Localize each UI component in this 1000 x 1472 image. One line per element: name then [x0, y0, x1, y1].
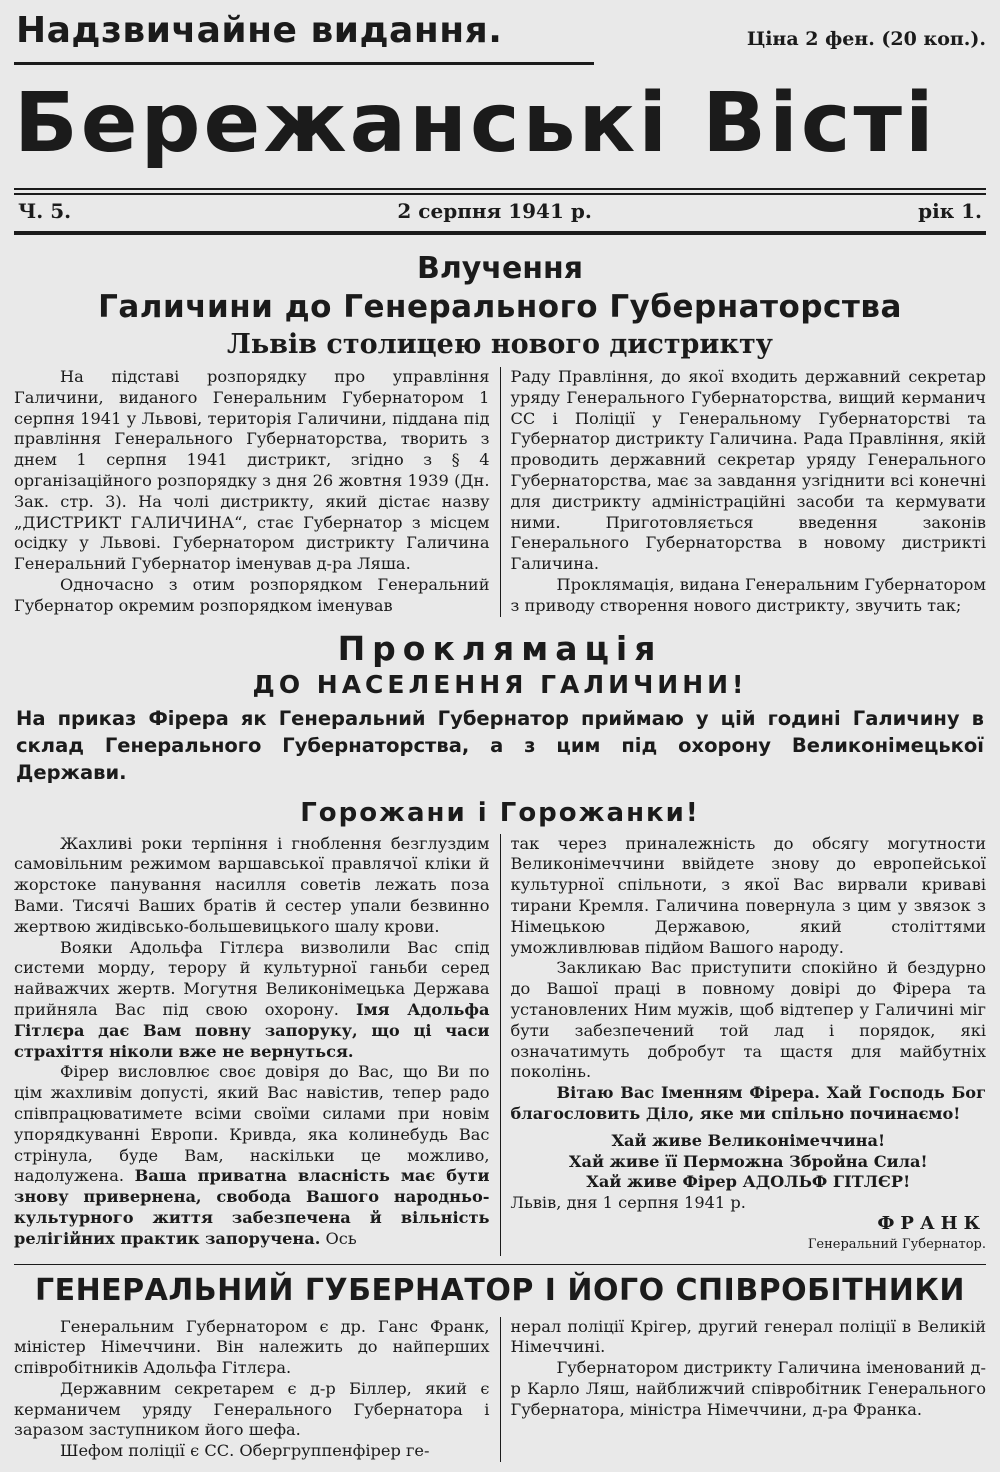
- proclamation-paragraph: [14, 1062, 490, 1249]
- issue-date: 2 серпня 1941 р.: [397, 199, 592, 223]
- article3-heading: ГЕНЕРАЛЬНИЙ ГУБЕРНАТОР І ЙОГО СПІВРОБІТНИКИ: [34, 1272, 966, 1308]
- proclamation-heading: Проклямація: [337, 628, 663, 668]
- closing-line: Хай живе її Перможна Збройна Сила!: [568, 1151, 928, 1171]
- article1-subheading: Галичини до Генерального Губернаторства: [98, 289, 902, 325]
- article3-paragraph: Губернатором дистрикту Галичина іменований д-р Карло Ляш, найближчий співробітник Генерального Губернатора, міністра Німеччини, д-ра Франка.: [510, 1358, 986, 1419]
- article1-left-paragraph: На підставі розпорядку про управління Галичини, виданого Генеральним Губернатором 1 серпня 1941 у Львові, територія Галичини, піддана під правління Генерального Губернаторства, творить з днем 1 серпня 1941 дистрикт, згідно з § 4 організаційного розпорядку з дня 26 жовтня 1939 (Дн. Зак. стр. 3). На чолі дистрикту, який дістає назву „ДИСТРИКТ ГАЛИЧИНА“, стає Губернатор з місцем осідку у Львові. Губернатором дистрикту Галичина Генеральний Губернатор іменував д-ра Ляша.: [14, 367, 490, 574]
- proclamation-right-column: [500, 834, 987, 1256]
- proclamation-bold-text: Ваша приватна власність має бути знову привернена, свобода Вашого народньо-культурного життя забезпечена й вільність релігійних практик запоручена.: [14, 1166, 490, 1248]
- article3-columns: [14, 1317, 986, 1463]
- masthead-bottom-rule: [14, 231, 986, 235]
- proclamation-paragraph: Закликаю Вас приступити спокійно й бездурно до Вашої праці в повному довірі до Фірера та установлених Ним мужів, щоб відтепер у Галичині міг бути забезпечений той лад і порядок, які означатимуть добробут та щастя для майбутніх поколінь.: [510, 958, 986, 1082]
- proclamation-text: Ось: [320, 1228, 357, 1248]
- section-divider: [14, 1264, 986, 1265]
- edition-label: Надзвичайне видання.: [16, 10, 503, 51]
- article3-paragraph: нерал поліції Крігер, другий генерал поліції в Великій Німеччині.: [510, 1316, 986, 1357]
- issue-info-row: [14, 195, 986, 229]
- article1-columns: [14, 367, 986, 617]
- proclamation-left-column: [14, 834, 500, 1256]
- article1-heading: Влучення: [416, 251, 584, 286]
- proclamation-text: Фірер висловлює своє довіря до Вас, що Ви по цім жахливім допусті, який Вас навістив, тепер радо співпрацюватимете всіми своїми силами при новім упорядкуванні Европи. Кривда, яка колинебудь Вас стрінула, буде Вам, наскільки це можливо, надолужена.: [14, 1062, 490, 1186]
- article1-right-paragraph: Раду Правління, до якої входить державний секретар уряду Генерального Губернаторства, вищий керманич СС і Поліції у Генеральному Губернаторстві та Губернатор дистрикту Галичина. Рада Правління, якій проводить державний секретар уряду Генерального Губернаторства, має за завдання узгіднити всі конечні для дистрикту адміністраційні засоби та кермувати ними. Приготовляється введення законів Генерального Губернаторства в новому дистрикті Галичина.: [510, 367, 986, 574]
- masthead-double-rule: [14, 188, 986, 195]
- masthead-top-row: [14, 8, 986, 68]
- closing-line: Хай живе Фірер АДОЛЬФ ГІТЛЄР!: [586, 1172, 911, 1192]
- proclamation-subheading: ДО НАСЕЛЕННЯ ГАЛИЧИНИ!: [252, 669, 748, 699]
- price-label: Ціна 2 фен. (20 коп.).: [746, 28, 986, 50]
- proclamation-greeting: Вітаю Вас Іменням Фірера. Хай Господь Бог благословить Діло, яке ми спільно починаємо!: [510, 1083, 986, 1123]
- signature-title: Генеральний Губернатор.: [807, 1236, 986, 1252]
- proclamation-paragraph: Жахливі роки терпіння і гноблення безглуздим самовільним режимом варшавської правлячої кліки й жорстоке панування насилля советів лежать поза Вами. Тисячі Ваших братів й сестер упали безвинно жертвою жидівсько-большевицького шалу крови.: [14, 833, 490, 936]
- proclamation-text: Вояки Адольфа Гітлєра визволили Вас спід системи морду, терору й культурної ганьби серед найважчих жертв. Могутня Великонімецька Держава прийняла Вас під свою охорону.: [14, 937, 490, 1019]
- article3-paragraph: Генеральним Губернатором є др. Ганс Франк, міністер Німеччини. Він належить до найперших співробітників Адольфа Гітлєра.: [14, 1316, 490, 1378]
- proclamation-paragraph: [14, 938, 490, 1063]
- proclamation-preamble: На приказ Фірера як Генеральний Губернатор приймаю у цій годині Галичину в склад Генерального Губернаторства, а з цим під охорону Великонімецької Держави.: [16, 706, 984, 784]
- article1-left-column: [14, 367, 500, 617]
- proclamation-columns: [14, 834, 986, 1256]
- article1-right-column: [500, 367, 987, 617]
- proclamation-paragraph: так через приналежність до обсягу могутности Великонімеччини ввійдете знову до европейської культурної спільноти, з якої Вас вирвали криваві тирани Кремля. Галичина повернула з цим у звязок з Німецькою Державою, який століттями уможливлював підйом Вашого народу.: [510, 833, 986, 957]
- article1-tagline: Львів столицею нового дистрикту: [227, 329, 773, 360]
- article1-left-paragraph: Одночасно з отим розпорядком Генеральний Губернатор окремим розпорядком іменував: [14, 574, 490, 615]
- newspaper-title: Бережанські Вісті: [14, 76, 937, 171]
- signature-name: ФРАНК: [877, 1212, 986, 1234]
- proclamation-bold-text: Імя Адольфа Гітлєра дає Вам повну запоруку, що ці часи страхіття ніколи вже не вернуться.: [14, 999, 490, 1061]
- article3-left-column: [14, 1317, 500, 1463]
- closing-line: Хай живе Великонімеччина!: [611, 1130, 886, 1150]
- place-date: Львів, дня 1 серпня 1941 р.: [510, 1193, 746, 1213]
- edition-underline: [14, 62, 594, 65]
- issue-year: рік 1.: [918, 199, 982, 223]
- issue-number: Ч. 5.: [18, 199, 72, 223]
- article1-right-paragraph: Проклямація, видана Генеральним Губернатором з приводу створення нового дистрикту, звучить так;: [510, 574, 986, 615]
- article3-right-column: [500, 1317, 987, 1463]
- proclamation-address: Горожани і Горожанки!: [300, 797, 700, 828]
- article3-paragraph: Шефом поліції є СС. Обергруппенфірер ге-: [60, 1441, 430, 1461]
- article3-paragraph: Державним секретарем є д-р Біллер, який є керманичем уряду Генерального Губернатора і заразом заступником його шефа.: [14, 1378, 490, 1440]
